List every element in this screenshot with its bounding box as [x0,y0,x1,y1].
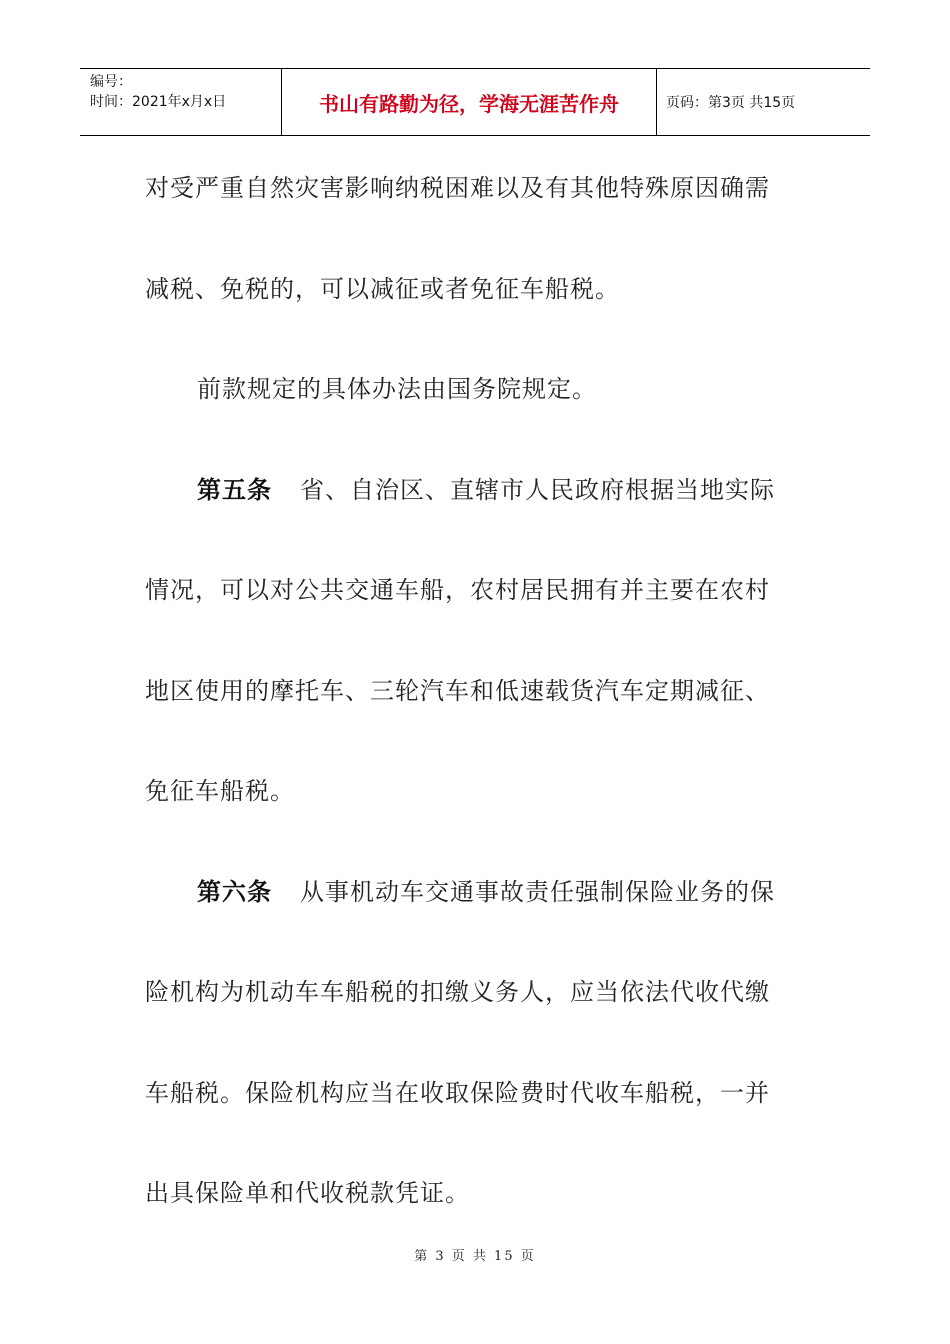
article-5-line [145,460,785,561]
header-motto: 书山有路勤为径，学海无涯苦作舟 [319,91,619,116]
paragraph-line: 对受严重自然灾害影响纳税困难以及有其他特殊原因确需 [145,174,770,202]
paragraph-line: 险机构为机动车车船税的扣缴义务人，应当依法代收代缴 [145,978,770,1006]
header-page-info: 页码：第3页 共15页 [666,95,796,111]
article-5-heading: 第五条 [197,475,272,504]
paragraph-line: 前款规定的具体办法由国务院规定。 [197,375,597,403]
article-6-line [145,862,785,963]
paragraph-line: 出具保险单和代收税款凭证。 [145,1179,470,1207]
document-time-label: 时间：2021年x月x日 [90,94,227,110]
page-header [80,68,870,136]
paragraph-line: 车船税。保险机构应当在收取保险费时代收车船税，一并 [145,1078,770,1107]
paragraph-line: 免征车船税。 [145,777,295,805]
document-body [145,158,785,1264]
paragraph-line: 地区使用的摩托车、三轮汽车和低速载货汽车定期减征、 [145,676,770,705]
paragraph-line: 情况，可以对公共交通车船，农村居民拥有并主要在农村 [145,576,770,604]
document-number-label: 编号： [90,74,132,90]
article-6-text: 从事机动车交通事故责任强制保险业务的保 [300,877,775,906]
header-divider-right [656,69,657,135]
article-6-heading: 第六条 [197,877,272,906]
article-5-text: 省、自治区、直辖市人民政府根据当地实际 [300,475,775,504]
page-footer: 第 3 页 共 15 页 [414,1249,536,1264]
paragraph-line: 减税、免税的，可以减征或者免征车船税。 [145,274,620,303]
header-meta [90,72,226,112]
